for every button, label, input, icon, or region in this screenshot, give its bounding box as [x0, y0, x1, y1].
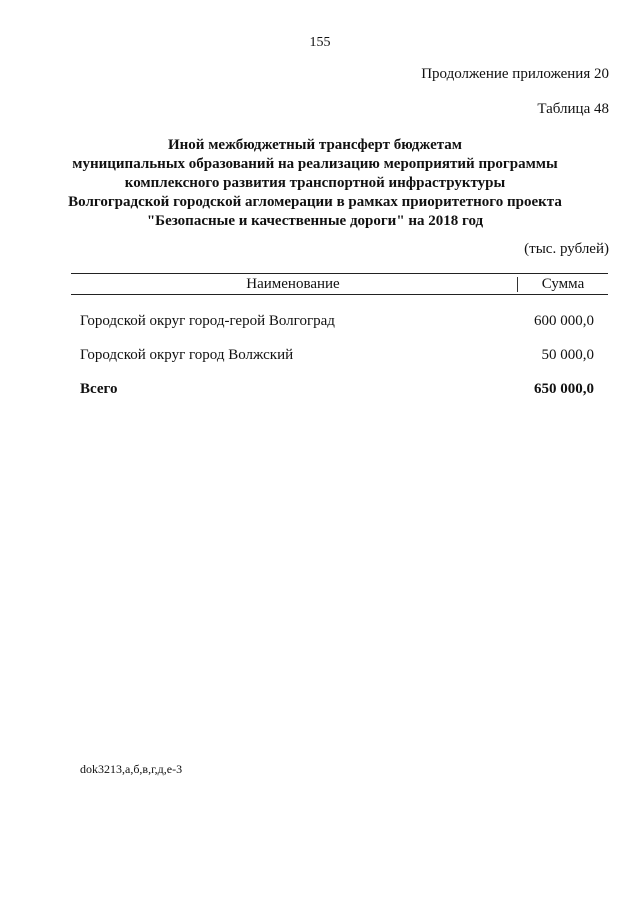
- column-header-name: Наименование: [246, 276, 340, 292]
- row-name: Городской округ город-герой Волгоград: [80, 313, 335, 329]
- appendix-continuation-label: Продолжение приложения 20: [421, 66, 609, 82]
- table-total-row: [80, 381, 594, 401]
- table-row: [80, 347, 594, 367]
- column-header-sum: Сумма: [541, 276, 585, 292]
- row-sum: 600 000,0: [534, 313, 594, 329]
- document-title: [20, 136, 610, 231]
- document-code: dok3213,а,б,в,г,д,е-3: [80, 762, 183, 776]
- total-label: Всего: [80, 381, 118, 397]
- title-line: Волгоградской городской агломерации в рамках приоритетного проекта: [68, 194, 562, 210]
- title-line: Иной межбюджетный трансферт бюджетам: [168, 137, 462, 153]
- units-label: (тыс. рублей): [524, 241, 609, 257]
- total-sum: 650 000,0: [534, 381, 594, 397]
- row-sum: 50 000,0: [541, 347, 594, 363]
- table-number-label: Таблица 48: [537, 101, 609, 117]
- title-line: муниципальных образований на реализацию мероприятий программы: [72, 156, 558, 172]
- row-name: Городской округ город Волжский: [80, 347, 294, 363]
- title-line: "Безопасные и качественные дороги" на 2018 год: [146, 213, 484, 229]
- table-row: [80, 313, 594, 333]
- table-header: [71, 273, 608, 295]
- title-line: комплексного развития транспортной инфраструктуры: [124, 175, 506, 191]
- page-number: 155: [309, 35, 331, 50]
